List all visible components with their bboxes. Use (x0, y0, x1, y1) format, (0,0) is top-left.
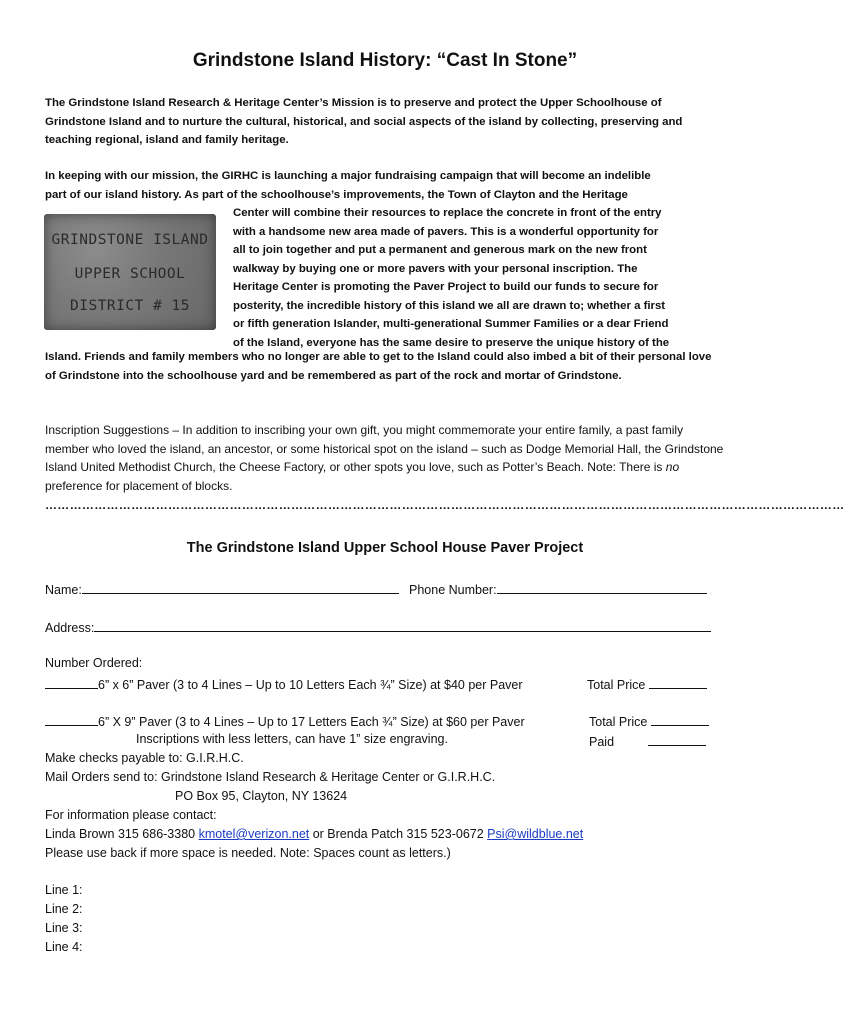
option-6x6-row (45, 675, 523, 692)
option-6x9-row (45, 712, 525, 729)
paid-label: Paid (589, 735, 615, 749)
campaign-line-1: In keeping with our mission, the GIRHC is launching a major fundraising campaign that will become an indelible (45, 170, 651, 182)
dotted-separator: …………………………………………………………………………………………………………………………………………………………………………… (45, 498, 845, 512)
total-price-1-row (587, 675, 707, 692)
inscription-line-4[interactable]: Line 4: (45, 940, 83, 954)
email-link-kmotel[interactable]: kmotel@verizon.net (198, 827, 310, 841)
name-field[interactable] (82, 580, 399, 594)
inscription-line-1[interactable]: Line 1: (45, 883, 83, 897)
campaign-wrap-line: or fifth generation Islander, multi-generational Summer Families or a dear Friend (233, 318, 669, 330)
total-price-1-field[interactable] (649, 675, 707, 689)
contact-linda: Linda Brown 315 686-3380 (45, 827, 199, 841)
phone-label: Phone Number: (409, 583, 497, 597)
quantity-6x6-field[interactable] (45, 675, 98, 689)
number-ordered-label: Number Ordered: (45, 656, 143, 670)
campaign-wrap-line: all to join together and put a permanent and generous mark on the new front (233, 244, 647, 256)
phone-row (409, 580, 707, 597)
address-field[interactable] (94, 618, 711, 632)
campaign-wrap-line: Heritage Center is promoting the Paver Project to build our funds to secure for (233, 281, 659, 293)
paver-text-line: DISTRICT # 15 (70, 298, 190, 314)
back-note: Please use back if more space is needed. Note: Spaces count as letters.) (45, 846, 451, 860)
address-row (45, 618, 711, 635)
campaign-line-2: part of our island history. As part of the schoolhouse’s improvements, the Town of Clayton and the Heritage (45, 188, 628, 201)
inscription-line-2[interactable]: Line 2: (45, 902, 83, 916)
mission-paragraph: The Grindstone Island Research & Heritage Center’s Mission is to preserve and protect the Upper Schoolhouse of Grindstone Island and to nurture the cultural, historical, and social aspects of the island by collecting, preserving and teaching regional, island and family heritage. (45, 97, 683, 146)
suggestions-text-end: preference for placement of blocks. (45, 478, 233, 493)
name-row (45, 580, 399, 597)
campaign-wrap-line: walkway by buying one or more pavers with your personal inscription. The (233, 262, 638, 275)
campaign-tail: Island. Friends and family members who no longer are able to get to the Island could also imbed a bit of their personal love of Grindstone into the schoolhouse yard and be remembered as part of the rock and mortar of Grindstone. (45, 351, 712, 382)
suggestions-text: Inscription Suggestions – In addition to inscribing your own gift, you might commemorate your entire family, a past family member who loved the island, an ancestor, or some historical spot on the island – such as Dodge Memorial Hall, the Grindstone Island United Methodist Church, the Cheese Factory, or other spots you love, such as Potter’s Beach. Note: There is (45, 423, 724, 474)
campaign-wrap-line: with a handsome new area made of pavers. This is a wonderful opportunity for (233, 225, 659, 238)
total-price-2-field[interactable] (651, 712, 709, 726)
campaign-wrap-block (45, 204, 725, 352)
campaign-wrap-line: Center will combine their resources to replace the concrete in front of the entry (233, 207, 662, 219)
suggestions-emphasis: no (665, 460, 680, 474)
paid-row (589, 732, 706, 749)
info-contact: For information please contact: (45, 808, 217, 822)
option-6x9-label: 6” X 9” Paver (3 to 4 Lines – Up to 17 Letters Each ¾” Size) at $60 per Paver (98, 715, 525, 729)
name-label: Name: (45, 583, 82, 597)
form-heading: The Grindstone Island Upper School House Paver Project (186, 540, 584, 556)
inscription-line-3[interactable]: Line 3: (45, 921, 83, 935)
paver-text-line: GRINDSTONE ISLAND (51, 232, 209, 248)
po-box: PO Box 95, Clayton, NY 13624 (175, 789, 348, 803)
phone-field[interactable] (497, 580, 707, 594)
campaign-wrap-line: of the Island, everyone has the same desire to preserve the unique history of the (233, 336, 670, 349)
address-label: Address: (45, 621, 95, 635)
campaign-wrap-line: posterity, the incredible history of this island we all are drawn to; whether a first (233, 299, 666, 312)
inscription-suggestions (45, 421, 725, 495)
option-6x6-label: 6” x 6” Paver (3 to 4 Lines – Up to 10 Letters Each ¾” Size) at $40 per Paver (98, 678, 523, 692)
email-link-psi[interactable]: Psi@wildblue.net (487, 827, 584, 841)
mail-orders: Mail Orders send to: Grindstone Island Research & Heritage Center or G.I.R.H.C. (45, 770, 496, 784)
paid-field[interactable] (648, 732, 706, 746)
less-letters-note: Inscriptions with less letters, can have 1” size engraving. (136, 732, 448, 746)
total-price-2-row (589, 712, 709, 729)
total-price-label: Total Price (589, 715, 648, 729)
page-title: Grindstone Island History: “Cast In Stone” (192, 50, 578, 71)
total-price-label: Total Price (587, 678, 646, 692)
paver-text-line: UPPER SCHOOL (74, 266, 186, 282)
quantity-6x9-field[interactable] (45, 712, 98, 726)
checks-payable: Make checks payable to: G.I.R.H.C. (45, 751, 244, 765)
contact-line (45, 827, 583, 841)
contact-brenda: or Brenda Patch 315 523-0672 (309, 827, 488, 841)
